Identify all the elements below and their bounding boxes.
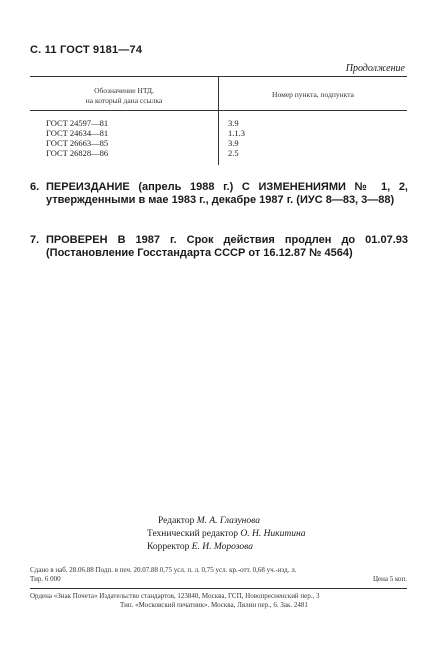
section-7 <box>30 234 408 260</box>
section-6 <box>30 181 408 207</box>
imprint-printing-house: Тип. «Московский печатник». Москва, Лялин пер., 6. Зак. 2481 <box>120 601 308 609</box>
col-header-clause: Номер пункта, подпункта <box>272 90 354 99</box>
page-header-code: С. 11 ГОСТ 9181—74 <box>30 44 143 56</box>
table-cell-clause: 1.1.3 <box>228 128 245 138</box>
table-cell-clause: 3.9 <box>228 118 239 128</box>
credit-name: Е. И. Морозова <box>191 542 253 552</box>
imprint-publisher: Ордена «Знак Почета» Издательство стандартов, 123840, Москва, ГСП, Новопресненский пер., 3 <box>30 592 320 600</box>
continuation-label: Продолжение <box>345 63 405 74</box>
section-number: 7. <box>30 234 40 246</box>
imprint-divider <box>30 588 407 589</box>
section-text: ПРОВЕРЕН В 1987 г. Срок действия продлен до 01.07.93 (Постановление Госстандарта СССР от 16.12.87 № 4564) <box>46 234 408 259</box>
table-row: ГОСТ 24634—81 <box>46 128 109 138</box>
col-header-document: Обозначение НТД, на который дана ссылка <box>85 86 163 105</box>
credit-editor: Редактор М. А. Глазунова <box>158 516 260 526</box>
imprint-circulation: Тир. 6 000 <box>30 575 61 583</box>
credit-name: О. Н. Никитина <box>240 529 306 539</box>
credit-tech-editor: Технический редактор О. Н. Никитина <box>147 529 306 539</box>
imprint-price: Цена 5 коп. <box>372 575 407 583</box>
section-number: 6. <box>30 181 40 193</box>
credit-proofreader: Корректор Е. И. Морозова <box>147 542 253 552</box>
table-row: ГОСТ 24597—81 <box>46 118 109 128</box>
credit-name: М. А. Глазунова <box>196 516 260 526</box>
table-header-rule <box>30 110 407 111</box>
table-cell-clause: 3.9 <box>228 138 239 148</box>
imprint-line-1: Сдано в наб. 28.06.88 Подп. в печ. 20.07.88 0,75 усл. п. л. 0,75 усл. кр.-отт. 0,68 уч.-изд. л. <box>30 566 297 574</box>
table-row: ГОСТ 26828—86 <box>46 148 109 158</box>
table-row: ГОСТ 26663—85 <box>46 138 109 148</box>
section-text: ПЕРЕИЗДАНИЕ (апрель 1988 г.) С ИЗМЕНЕНИЯМИ № 1, 2, утвержденными в мае 1983 г., декабре 1987 г. (ИУС 8—83, 3—88) <box>46 181 408 206</box>
table-cell-clause: 2.5 <box>228 148 239 158</box>
